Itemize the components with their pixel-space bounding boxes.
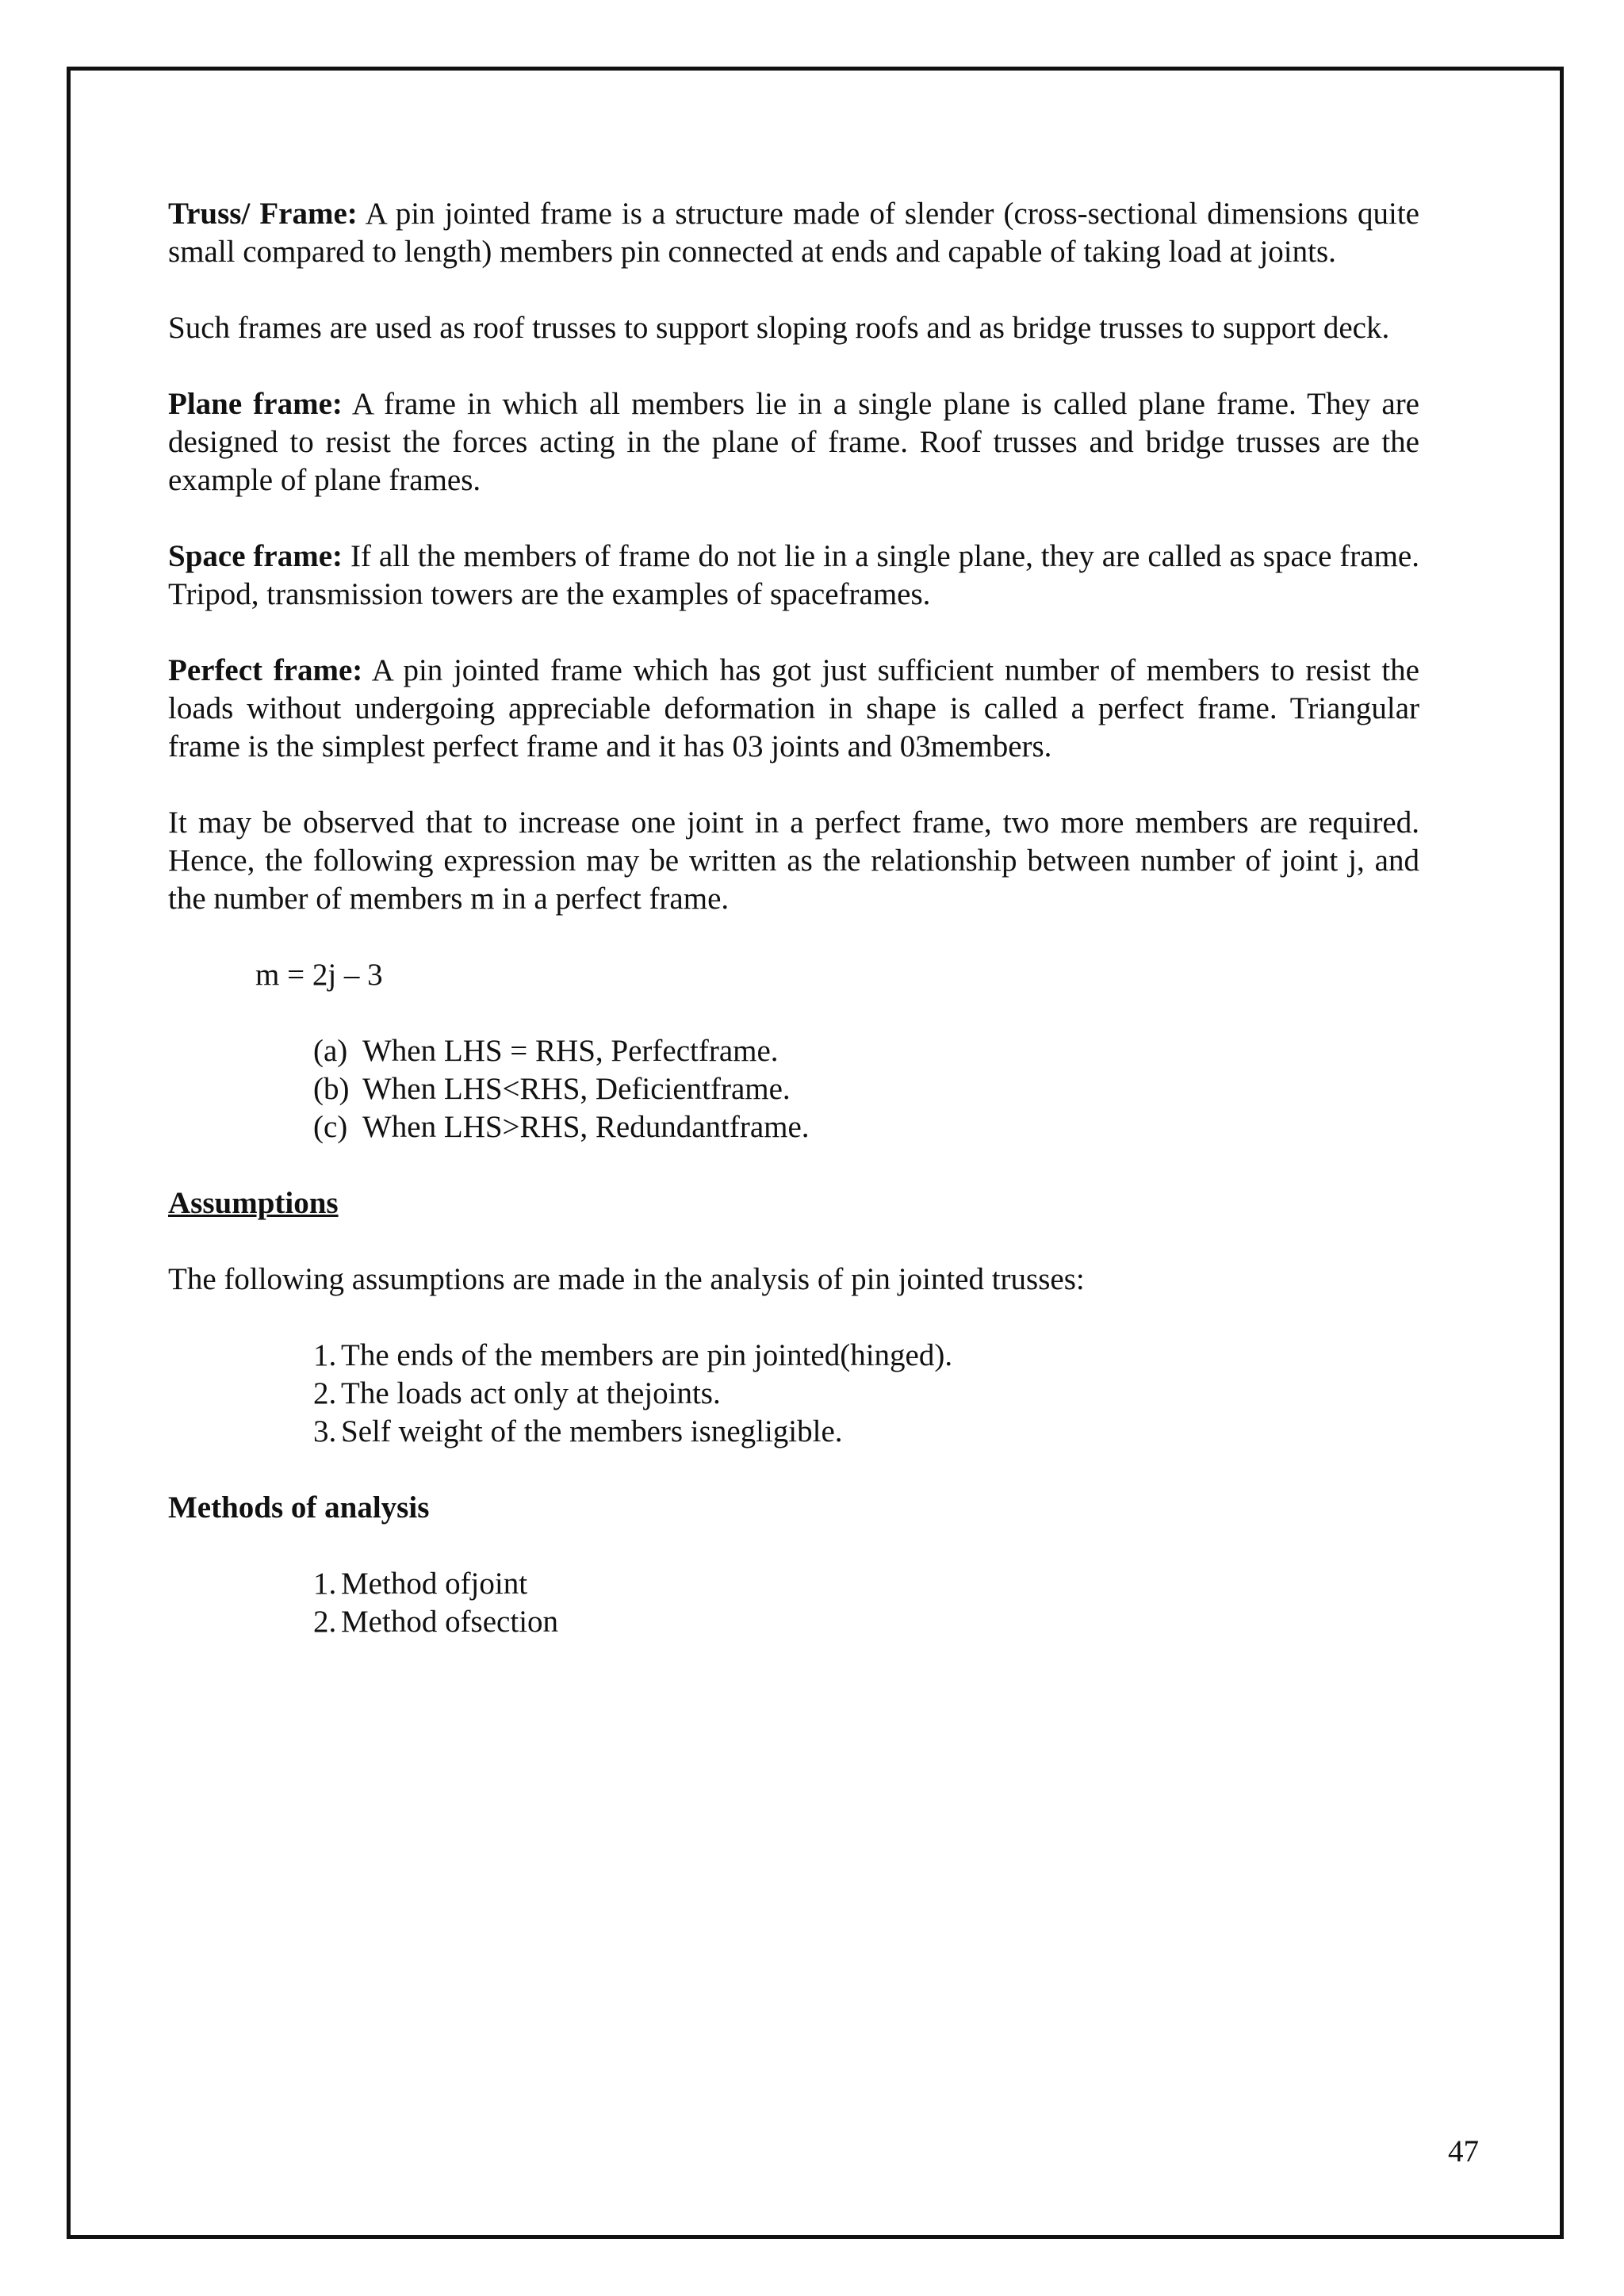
list-item-text: The ends of the members are pin jointed(hinged). [341, 1338, 953, 1372]
list-item [168, 1032, 1419, 1070]
list-item [168, 1070, 1419, 1108]
definition-truss-frame: A pin jointed frame is a structure made of slender (cross-sectional dimensions quite small compared to length) members pin connected at ends and capable of taking load at joints. [168, 197, 1419, 269]
list-item-text: When LHS>RHS, Redundantframe. [362, 1110, 810, 1144]
list-item [168, 1413, 1419, 1451]
list-marker: (c) [313, 1110, 348, 1144]
term-plane-frame: Plane frame: [168, 387, 343, 421]
definition-plane-frame: A frame in which all members lie in a single plane is called plane frame. They are designed to resist the forces acting in the plane of frame. Roof trusses and bridge trusses are the example of plane frames. [168, 387, 1419, 497]
definition-perfect-frame: A pin jointed frame which has got just sufficient number of members to resist the loads without undergoing appreciable deformation in shape is called a perfect frame. Triangular frame is the simplest perfect frame and it has 03 joints and 03members. [168, 653, 1419, 763]
heading-methods-of-analysis: Methods of analysis [168, 1490, 430, 1525]
paragraph-frame-usage [168, 309, 1419, 347]
paragraph-space-frame [168, 538, 1419, 614]
list-marker: (b) [313, 1072, 350, 1106]
list-item-text: When LHS<RHS, Deficientframe. [362, 1072, 791, 1106]
list-item-text: Self weight of the members isnegligible. [341, 1414, 843, 1448]
list-item-text: Method ofjoint [341, 1567, 528, 1601]
list-item [168, 1375, 1419, 1413]
term-perfect-frame: Perfect frame: [168, 653, 363, 687]
paragraph-truss-frame [168, 195, 1419, 271]
condition-list [168, 1032, 1419, 1146]
list-item-text: The loads act only at thejoints. [341, 1376, 721, 1410]
list-item [168, 1337, 1419, 1375]
list-marker: 2. [313, 1376, 337, 1410]
paragraph-perfect-frame [168, 652, 1419, 766]
list-item-text: Method ofsection [341, 1605, 559, 1639]
definition-space-frame: If all the members of frame do not lie in a single plane, they are called as space frame. Tripod, transmission towers are the examples of spaceframes. [168, 539, 1419, 611]
list-item [168, 1108, 1419, 1146]
list-item [168, 1603, 1419, 1641]
paragraph-assumptions-intro: The following assumptions are made in the analysis of pin jointed trusses: [168, 1262, 1085, 1296]
paragraph-plane-frame [168, 385, 1419, 499]
page-number: 47 [1448, 2134, 1479, 2168]
list-item [168, 1565, 1419, 1603]
list-item-text: When LHS = RHS, Perfectframe. [362, 1034, 779, 1068]
text-joint-member-relation: It may be observed that to increase one joint in a perfect frame, two more members are required. Hence, the following expression may be written as the relationship between number of joint j, and the number of members m in a perfect frame. [168, 806, 1419, 916]
list-marker: (a) [313, 1034, 348, 1068]
text-frame-usage: Such frames are used as roof trusses to support sloping roofs and as bridge trusses to support deck. [168, 311, 1390, 345]
term-space-frame: Space frame: [168, 539, 343, 573]
list-marker: 1. [313, 1338, 337, 1372]
list-marker: 2. [313, 1605, 337, 1639]
heading-assumptions: Assumptions [168, 1186, 339, 1220]
list-marker: 1. [313, 1567, 337, 1601]
document-body [168, 195, 1419, 1679]
methods-list [168, 1565, 1419, 1641]
assumptions-list [168, 1337, 1419, 1451]
term-truss-frame: Truss/ Frame: [168, 197, 358, 231]
list-marker: 3. [313, 1414, 337, 1448]
paragraph-joint-member-relation [168, 804, 1419, 918]
formula-perfect-frame: m = 2j – 3 [255, 958, 383, 992]
